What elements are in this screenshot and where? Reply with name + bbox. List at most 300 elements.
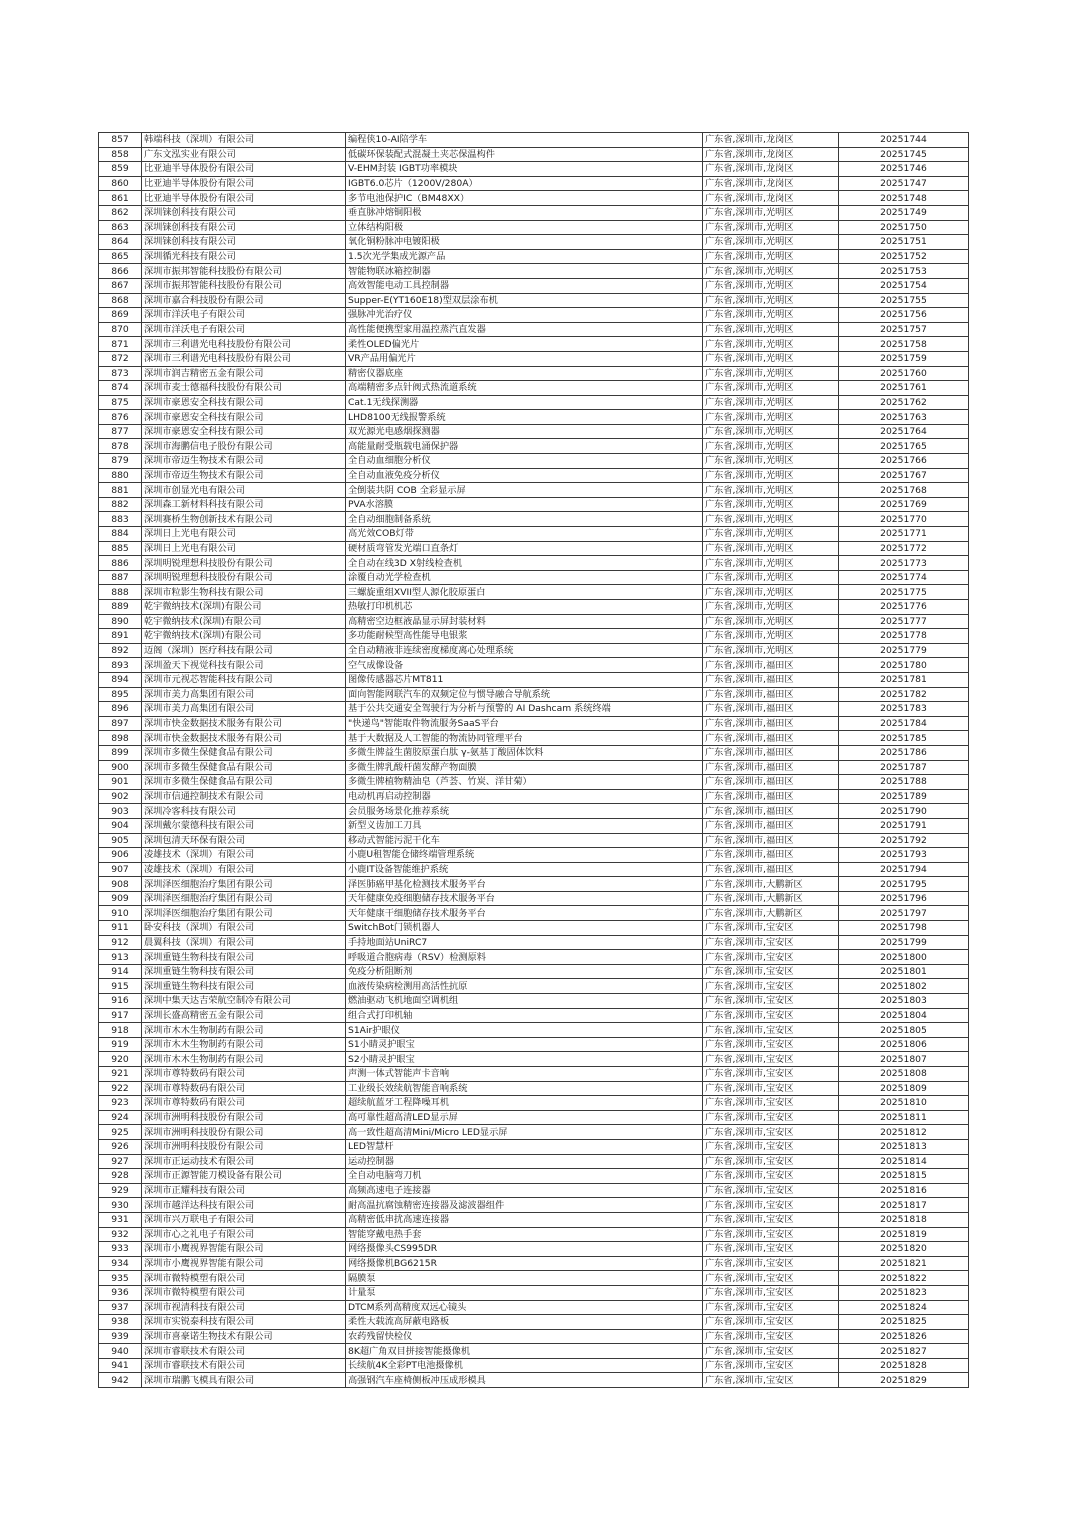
table-row (99, 672, 969, 687)
row-number: 874 (99, 381, 142, 396)
company-name: 深圳市视清科技有限公司 (142, 1300, 346, 1315)
table-row (99, 1329, 969, 1344)
company-name: 乾宇微纳技术(深圳)有限公司 (142, 629, 346, 644)
record-id: 20251782 (839, 687, 969, 702)
region: 广东省,深圳市,福田区 (703, 658, 839, 673)
company-name: 深圳市睿联技术有限公司 (142, 1358, 346, 1373)
table-row (99, 629, 969, 644)
region: 广东省,深圳市,宝安区 (703, 1212, 839, 1227)
region: 广东省,深圳市,宝安区 (703, 1052, 839, 1067)
region: 广东省,深圳市,福田区 (703, 687, 839, 702)
product-name: 编程侠10-AI陪学车 (346, 133, 703, 148)
table-row (99, 600, 969, 615)
region: 广东省,深圳市,福田区 (703, 775, 839, 790)
table-row (99, 877, 969, 892)
product-name: 高能量耐受瓶载电涌保护器 (346, 439, 703, 454)
table-row (99, 468, 969, 483)
row-number: 901 (99, 775, 142, 790)
region: 广东省,深圳市,光明区 (703, 424, 839, 439)
row-number: 895 (99, 687, 142, 702)
product-name: S1小睛灵护眼宝 (346, 1037, 703, 1052)
region: 广东省,深圳市,光明区 (703, 264, 839, 279)
product-name: 长续航4K全彩PT电池摄像机 (346, 1358, 703, 1373)
product-name: 燃油驱动飞机地面空调机组 (346, 994, 703, 1009)
row-number: 857 (99, 133, 142, 148)
region: 广东省,深圳市,光明区 (703, 322, 839, 337)
row-number: 928 (99, 1169, 142, 1184)
row-number: 882 (99, 497, 142, 512)
row-number: 938 (99, 1315, 142, 1330)
row-number: 913 (99, 950, 142, 965)
record-id: 20251809 (839, 1081, 969, 1096)
record-id: 20251752 (839, 249, 969, 264)
product-name: 高精密低串扰高速连接器 (346, 1212, 703, 1227)
row-number: 909 (99, 891, 142, 906)
table-row (99, 1096, 969, 1111)
region: 广东省,深圳市,福田区 (703, 731, 839, 746)
company-name: 凌雄技术（深圳）有限公司 (142, 862, 346, 877)
region: 广东省,深圳市,福田区 (703, 745, 839, 760)
company-name: 深圳泽医细胞治疗集团有限公司 (142, 906, 346, 921)
record-id: 20251772 (839, 541, 969, 556)
region: 广东省,深圳市,光明区 (703, 381, 839, 396)
row-number: 942 (99, 1373, 142, 1388)
region: 广东省,深圳市,宝安区 (703, 1154, 839, 1169)
product-name: 全倒装共阴 COB 全彩显示屏 (346, 483, 703, 498)
record-id: 20251757 (839, 322, 969, 337)
company-name: 深圳重链生物科技有限公司 (142, 950, 346, 965)
product-name: LED智慧杆 (346, 1139, 703, 1154)
table-row (99, 979, 969, 994)
product-name: 高精密空边框液晶显示屏封装材料 (346, 614, 703, 629)
record-id: 20251758 (839, 337, 969, 352)
record-id: 20251816 (839, 1183, 969, 1198)
table-row (99, 716, 969, 731)
company-name: 深圳市帝迈生物技术有限公司 (142, 468, 346, 483)
table-row (99, 1256, 969, 1271)
record-id: 20251812 (839, 1125, 969, 1140)
company-name: 深圳市三利谱光电科技股份有限公司 (142, 351, 346, 366)
region: 广东省,深圳市,光明区 (703, 366, 839, 381)
table-row (99, 1285, 969, 1300)
company-name: 深圳戴尔蒙德科技有限公司 (142, 818, 346, 833)
row-number: 935 (99, 1271, 142, 1286)
row-number: 921 (99, 1067, 142, 1082)
row-number: 881 (99, 483, 142, 498)
company-name: 深圳泽医细胞治疗集团有限公司 (142, 877, 346, 892)
table-row (99, 264, 969, 279)
row-number: 904 (99, 818, 142, 833)
record-id: 20251787 (839, 760, 969, 775)
table-row (99, 1315, 969, 1330)
row-number: 912 (99, 935, 142, 950)
company-name: 深圳市喜豪诺生物技术有限公司 (142, 1329, 346, 1344)
table-row (99, 410, 969, 425)
region: 广东省,深圳市,宝安区 (703, 1227, 839, 1242)
company-name: 深圳明锐理想科技股份有限公司 (142, 570, 346, 585)
row-number: 918 (99, 1023, 142, 1038)
table-row (99, 614, 969, 629)
row-number: 864 (99, 235, 142, 250)
company-name: 深圳市元视芯智能科技有限公司 (142, 672, 346, 687)
row-number: 920 (99, 1052, 142, 1067)
record-id: 20251826 (839, 1329, 969, 1344)
table-row (99, 351, 969, 366)
record-id: 20251774 (839, 570, 969, 585)
company-name: 深圳市小鹰视界智能有限公司 (142, 1256, 346, 1271)
table-row (99, 964, 969, 979)
product-name: PVA水溶膜 (346, 497, 703, 512)
row-number: 859 (99, 162, 142, 177)
product-name: 泽医肺癌甲基化检测技术服务平台 (346, 877, 703, 892)
company-name: 比亚迪半导体股份有限公司 (142, 191, 346, 206)
product-name: 组合式打印机轴 (346, 1008, 703, 1023)
table-row (99, 1110, 969, 1125)
company-name: 深圳市实锐泰科技有限公司 (142, 1315, 346, 1330)
company-name: 深圳冷客科技有限公司 (142, 804, 346, 819)
record-id: 20251796 (839, 891, 969, 906)
table-row (99, 366, 969, 381)
region: 广东省,深圳市,光明区 (703, 395, 839, 410)
company-name: 深圳市越洋达科技有限公司 (142, 1198, 346, 1213)
region: 广东省,深圳市,宝安区 (703, 1169, 839, 1184)
table-row (99, 745, 969, 760)
region: 广东省,深圳市,光明区 (703, 468, 839, 483)
product-name: 会员服务场景化推荐系统 (346, 804, 703, 819)
product-name: 手持地面站UniRC7 (346, 935, 703, 950)
table-row (99, 1212, 969, 1227)
record-id: 20251770 (839, 512, 969, 527)
row-number: 915 (99, 979, 142, 994)
record-id: 20251813 (839, 1139, 969, 1154)
product-name: 隔膜泵 (346, 1271, 703, 1286)
region: 广东省,深圳市,宝安区 (703, 1358, 839, 1373)
table-row (99, 483, 969, 498)
row-number: 910 (99, 906, 142, 921)
region: 广东省,深圳市,光明区 (703, 220, 839, 235)
company-name: 深圳日上光电有限公司 (142, 541, 346, 556)
product-name: 多微生牌植物精油皂（芦荟、竹炭、洋甘菊） (346, 775, 703, 790)
table-row (99, 1081, 969, 1096)
record-id: 20251814 (839, 1154, 969, 1169)
region: 广东省,深圳市,光明区 (703, 643, 839, 658)
row-number: 885 (99, 541, 142, 556)
record-id: 20251778 (839, 629, 969, 644)
region: 广东省,深圳市,宝安区 (703, 1256, 839, 1271)
row-number: 908 (99, 877, 142, 892)
table-row (99, 541, 969, 556)
region: 广东省,深圳市,光明区 (703, 556, 839, 571)
region: 广东省,深圳市,光明区 (703, 278, 839, 293)
row-number: 906 (99, 848, 142, 863)
region: 广东省,深圳市,光明区 (703, 483, 839, 498)
row-number: 866 (99, 264, 142, 279)
row-number: 861 (99, 191, 142, 206)
table-row (99, 1008, 969, 1023)
table-row (99, 512, 969, 527)
table-row (99, 1198, 969, 1213)
record-id: 20251766 (839, 454, 969, 469)
product-name: 8K超广角双目拼接智能摄像机 (346, 1344, 703, 1359)
product-name: 计量泵 (346, 1285, 703, 1300)
row-number: 902 (99, 789, 142, 804)
record-id: 20251828 (839, 1358, 969, 1373)
region: 广东省,深圳市,光明区 (703, 293, 839, 308)
row-number: 889 (99, 600, 142, 615)
record-id: 20251755 (839, 293, 969, 308)
table-row (99, 424, 969, 439)
table-row (99, 643, 969, 658)
record-id: 20251765 (839, 439, 969, 454)
company-name: 深圳市豪恩安全科技有限公司 (142, 410, 346, 425)
product-name: 柔性OLED偏光片 (346, 337, 703, 352)
record-id: 20251786 (839, 745, 969, 760)
region: 广东省,深圳市,光明区 (703, 497, 839, 512)
table-row (99, 1271, 969, 1286)
record-id: 20251762 (839, 395, 969, 410)
company-name: 深圳铼创科技有限公司 (142, 205, 346, 220)
region: 广东省,深圳市,光明区 (703, 512, 839, 527)
company-name: 深圳长盛高精密五金有限公司 (142, 1008, 346, 1023)
company-name: 深圳市睿联技术有限公司 (142, 1344, 346, 1359)
company-name: 韩端科技（深圳）有限公司 (142, 133, 346, 148)
product-name: 天年健康免疫细胞储存技术服务平台 (346, 891, 703, 906)
region: 广东省,深圳市,光明区 (703, 570, 839, 585)
region: 广东省,深圳市,宝安区 (703, 1183, 839, 1198)
company-name: 深圳市心之礼电子有限公司 (142, 1227, 346, 1242)
region: 广东省,深圳市,光明区 (703, 439, 839, 454)
record-id: 20251784 (839, 716, 969, 731)
product-name: 血液传染病检测用高活性抗原 (346, 979, 703, 994)
table-row (99, 220, 969, 235)
region: 广东省,深圳市,宝安区 (703, 1285, 839, 1300)
table-row (99, 760, 969, 775)
record-id: 20251783 (839, 702, 969, 717)
product-name: 超续航蓝牙工程降噪耳机 (346, 1096, 703, 1111)
table-row (99, 527, 969, 542)
region: 广东省,深圳市,光明区 (703, 249, 839, 264)
region: 广东省,深圳市,龙岗区 (703, 133, 839, 148)
product-name: 图像传感器芯片MT811 (346, 672, 703, 687)
table-row (99, 133, 969, 148)
row-number: 877 (99, 424, 142, 439)
table-row (99, 454, 969, 469)
region: 广东省,深圳市,福田区 (703, 716, 839, 731)
record-id: 20251759 (839, 351, 969, 366)
region: 广东省,深圳市,光明区 (703, 454, 839, 469)
product-name: 高频高速电子连接器 (346, 1183, 703, 1198)
table-row (99, 1169, 969, 1184)
table-row (99, 205, 969, 220)
region: 广东省,深圳市,宝安区 (703, 950, 839, 965)
company-name: 深圳市多微生保健食品有限公司 (142, 760, 346, 775)
product-name: Supper-E(YT160E18)型双层涂布机 (346, 293, 703, 308)
row-number: 892 (99, 643, 142, 658)
record-id: 20251747 (839, 176, 969, 191)
product-name: 移动式智能污泥干化车 (346, 833, 703, 848)
company-name: 深圳市三利谱光电科技股份有限公司 (142, 337, 346, 352)
product-name: 高性能便携型家用温控蒸汽直发器 (346, 322, 703, 337)
product-name: 全自动电脑弯刀机 (346, 1169, 703, 1184)
product-name: 全自动精液非连续密度梯度离心处理系统 (346, 643, 703, 658)
company-name: 迈阁（深圳）医疗科技有限公司 (142, 643, 346, 658)
record-id: 20251753 (839, 264, 969, 279)
product-name: S1Air护眼仪 (346, 1023, 703, 1038)
company-name: 深圳包清天环保有限公司 (142, 833, 346, 848)
product-name: DTCM系列高精度双远心镜头 (346, 1300, 703, 1315)
product-name: 小鹿IT设备智能维护系统 (346, 862, 703, 877)
region: 广东省,深圳市,福田区 (703, 848, 839, 863)
table-row (99, 278, 969, 293)
row-number: 932 (99, 1227, 142, 1242)
table-row (99, 235, 969, 250)
product-name: 多节电池保护IC（BM48XX） (346, 191, 703, 206)
table-row (99, 1154, 969, 1169)
company-name: 深圳市尊特数码有限公司 (142, 1081, 346, 1096)
company-name: 深圳市豪恩安全科技有限公司 (142, 424, 346, 439)
table-row (99, 1052, 969, 1067)
product-name: 农药残留快检仪 (346, 1329, 703, 1344)
table-row (99, 818, 969, 833)
company-name: 深圳市粒影生物科技有限公司 (142, 585, 346, 600)
company-name: 深圳循光科技有限公司 (142, 249, 346, 264)
table-row (99, 337, 969, 352)
table-row (99, 1037, 969, 1052)
row-number: 929 (99, 1183, 142, 1198)
record-id: 20251760 (839, 366, 969, 381)
company-name: 深圳市木木生物制药有限公司 (142, 1037, 346, 1052)
product-name: 高端精密多点针阀式热流道系统 (346, 381, 703, 396)
company-name: 深圳市豪恩安全科技有限公司 (142, 395, 346, 410)
product-name: 小鹿U租智能仓储终端管理系统 (346, 848, 703, 863)
record-id: 20251820 (839, 1242, 969, 1257)
table-row (99, 935, 969, 950)
row-number: 879 (99, 454, 142, 469)
product-name: 低碳环保装配式混凝土夹芯保温构件 (346, 147, 703, 162)
region: 广东省,深圳市,宝安区 (703, 1315, 839, 1330)
record-id: 20251775 (839, 585, 969, 600)
record-id: 20251823 (839, 1285, 969, 1300)
company-name: 深圳盈天下视觉科技有限公司 (142, 658, 346, 673)
region: 广东省,深圳市,宝安区 (703, 1110, 839, 1125)
company-name: 深圳市多微生保健食品有限公司 (142, 745, 346, 760)
product-name: 呼吸道合胞病毒（RSV）检测原料 (346, 950, 703, 965)
record-id: 20251804 (839, 1008, 969, 1023)
table-row (99, 1344, 969, 1359)
record-id: 20251808 (839, 1067, 969, 1082)
region: 广东省,深圳市,宝安区 (703, 921, 839, 936)
table-row (99, 191, 969, 206)
product-name: 网络摄像机BG6215R (346, 1256, 703, 1271)
record-id: 20251793 (839, 848, 969, 863)
company-name: 凌雄技术（深圳）有限公司 (142, 848, 346, 863)
company-name: 深圳市尊特数码有限公司 (142, 1096, 346, 1111)
product-name: 硬材质弯管发光端口直条灯 (346, 541, 703, 556)
product-name: VR产品用偏光片 (346, 351, 703, 366)
product-name: 全自动细胞制备系统 (346, 512, 703, 527)
region: 广东省,深圳市,宝安区 (703, 964, 839, 979)
company-name: 比亚迪半导体股份有限公司 (142, 176, 346, 191)
product-name: 垂直脉冲熔铜阳极 (346, 205, 703, 220)
product-name: 运动控制器 (346, 1154, 703, 1169)
company-name: 深圳铼创科技有限公司 (142, 235, 346, 250)
row-number: 941 (99, 1358, 142, 1373)
company-name: 广东文泓实业有限公司 (142, 147, 346, 162)
company-name: 深圳市创显光电有限公司 (142, 483, 346, 498)
record-id: 20251815 (839, 1169, 969, 1184)
company-name: 深圳泽医细胞治疗集团有限公司 (142, 891, 346, 906)
company-name: 深圳明锐理想科技股份有限公司 (142, 556, 346, 571)
row-number: 937 (99, 1300, 142, 1315)
region: 广东省,深圳市,光明区 (703, 629, 839, 644)
record-id: 20251797 (839, 906, 969, 921)
region: 广东省,深圳市,光明区 (703, 337, 839, 352)
company-name: 深圳市正耀科技有限公司 (142, 1183, 346, 1198)
product-name: Cat.1无线探测器 (346, 395, 703, 410)
row-number: 924 (99, 1110, 142, 1125)
region: 广东省,深圳市,龙岗区 (703, 191, 839, 206)
table-row (99, 1373, 969, 1388)
record-id: 20251789 (839, 789, 969, 804)
row-number: 862 (99, 205, 142, 220)
table-row (99, 848, 969, 863)
product-name: 空气成像设备 (346, 658, 703, 673)
table-row (99, 162, 969, 177)
row-number: 899 (99, 745, 142, 760)
record-id: 20251746 (839, 162, 969, 177)
record-id: 20251800 (839, 950, 969, 965)
region: 广东省,深圳市,大鹏新区 (703, 891, 839, 906)
record-id: 20251792 (839, 833, 969, 848)
row-number: 867 (99, 278, 142, 293)
record-id: 20251761 (839, 381, 969, 396)
record-id: 20251818 (839, 1212, 969, 1227)
row-number: 883 (99, 512, 142, 527)
company-name: 深圳市洋沃电子有限公司 (142, 322, 346, 337)
record-id: 20251780 (839, 658, 969, 673)
product-name: V-EHM封装 IGBT功率模块 (346, 162, 703, 177)
record-id: 20251771 (839, 527, 969, 542)
product-name: 面向智能网联汽车的双频定位与惯导融合导航系统 (346, 687, 703, 702)
product-name: 三螺旋重组XVII型人源化胶原蛋白 (346, 585, 703, 600)
product-name: 免疫分析阻断剂 (346, 964, 703, 979)
record-id: 20251776 (839, 600, 969, 615)
record-id: 20251745 (839, 147, 969, 162)
row-number: 893 (99, 658, 142, 673)
region: 广东省,深圳市,福田区 (703, 818, 839, 833)
record-id: 20251756 (839, 308, 969, 323)
product-name: 高效智能电动工具控制器 (346, 278, 703, 293)
row-number: 870 (99, 322, 142, 337)
region: 广东省,深圳市,福田区 (703, 672, 839, 687)
region: 广东省,深圳市,宝安区 (703, 1344, 839, 1359)
table-row (99, 1227, 969, 1242)
table-row (99, 556, 969, 571)
row-number: 931 (99, 1212, 142, 1227)
region: 广东省,深圳市,宝安区 (703, 1067, 839, 1082)
region: 广东省,深圳市,光明区 (703, 308, 839, 323)
region: 广东省,深圳市,龙岗区 (703, 147, 839, 162)
record-id: 20251825 (839, 1315, 969, 1330)
company-name: 深圳市瑞鹏飞模具有限公司 (142, 1373, 346, 1388)
region: 广东省,深圳市,光明区 (703, 235, 839, 250)
product-name: 高一致性超高清Mini/Micro LED显示屏 (346, 1125, 703, 1140)
company-name: 深圳市快金数据技术服务有限公司 (142, 716, 346, 731)
region: 广东省,深圳市,宝安区 (703, 1300, 839, 1315)
product-name: IGBT6.0芯片（1200V/280A） (346, 176, 703, 191)
table-row (99, 395, 969, 410)
company-name: 深圳市快金数据技术服务有限公司 (142, 731, 346, 746)
